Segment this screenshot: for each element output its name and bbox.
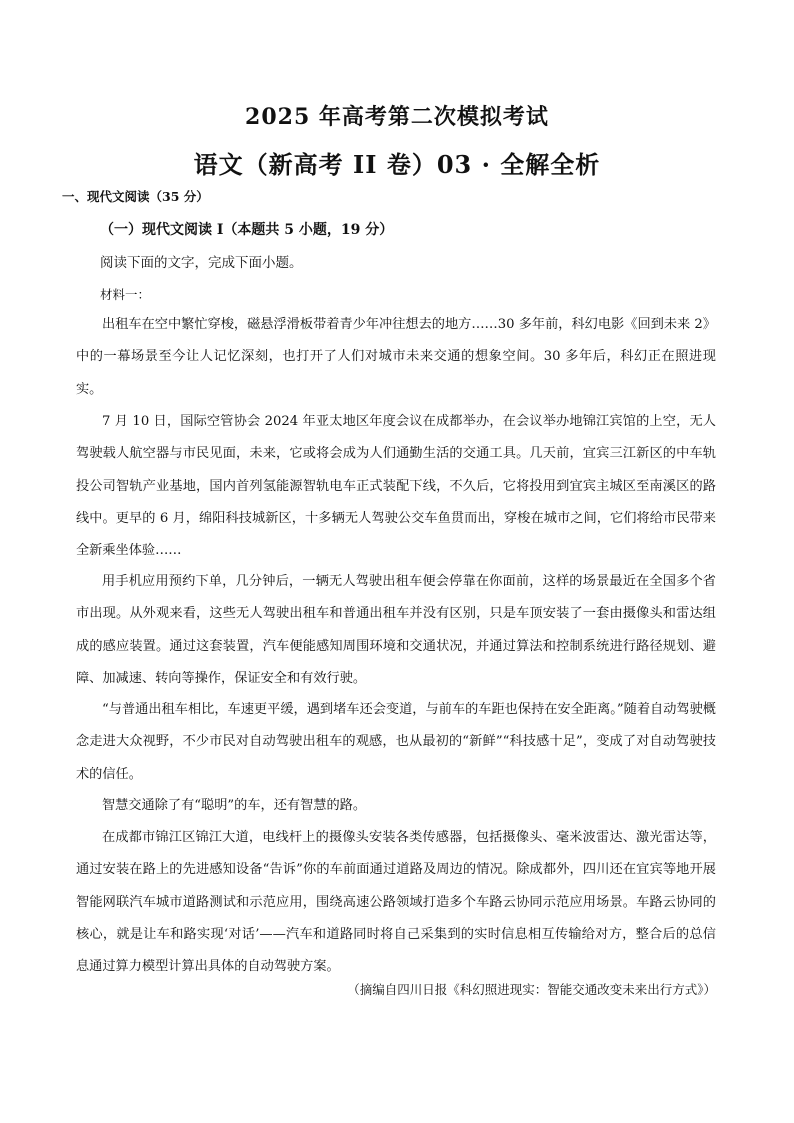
subsection-heading: （一）现代文阅读 I（本题共 5 小题，19 分） [100,222,394,238]
paragraph-1: 出租车在空中繁忙穿梭，磁悬浮滑板带着青少年冲往想去的地方……30 多年前，科幻电影《回到未来 2》中的一幕场景至今让人记忆深刻，也打开了人们对城市未来交通的想象空间。30 多年后，科幻正在照进现实。 [76,317,716,397]
instruction-text: 阅读下面的文字，完成下面小题。 [100,255,303,271]
paragraph-2: 7 月 10 日，国际空管协会 2024 年亚太地区年度会议在成都举办，在会议举办地锦江宾馆的上空，无人驾驶载人航空器与市民见面，未来，它或将会成为人们通勤生活的交通工具。几天前，宜宾三江新区的中车轨投公司智轨产业基地，国内首列氢能源智轨电车正式装配下线，不久后，它将投用到宜宾主城区至南溪区的路线中。更早的 6 月，绵阳科技城新区，十多辆无人驾驶公交车鱼贯而出，穿梭在城市之间，它们将给市民带来全新乘坐体验…… [76,414,716,559]
source-citation: （摘编自四川日报《科幻照进现实：智能交通改变未来出行方式》） [347,982,716,997]
paragraph-3: 用手机应用预约下单，几分钟后，一辆无人驾驶出租车便会停靠在你面前，这样的场景最近在全国多个省市出现。从外观来看，这些无人驾驶出租车和普通出租车并没有区别，只是车顶安装了一套由摄像头和雷达组成的感应装置。通过这套装置，汽车便能感知周围环境和交通状况，并通过算法和控制系统进行路径规划、避障、加减速、转向等操作，保证安全和有效行驶。 [76,574,716,686]
section-heading: 一、现代文阅读（35 分） [62,189,209,204]
paragraph-6: 在成都市锦江区锦江大道，电线杆上的摄像头安装各类传感器，包括摄像头、毫米波雷达、激光雷达等，通过安装在路上的先进感知设备“告诉”你的车前面通过道路及周边的情况。除成都外，四川还在宜宾等地开展智能网联汽车城市道路测试和示范应用，围绕高速公路领域打造多个车路云协同示范应用场景。车路云协同的核心，就是让车和路实现‘对话’——汽车和道路同时将自己采集到的实时信息相互传输给对方，整合后的总信息通过算力模型计算出具体的自动驾驶方案。 [76,830,716,975]
material-label: 材料一： [100,287,151,302]
exam-title: 2025 年高考第二次模拟考试 [245,104,549,130]
paragraph-4: “与普通出租车相比，车速更平缓，遇到堵车还会变道，与前车的车距也保持在安全距离。”随着自动驾驶概念走进大众视野，不少市民对自动驾驶出租车的观感，也从最初的“新鲜”“科技感十足”，变成了对自动驾驶技术的信任。 [76,702,716,782]
exam-subtitle: 语文（新高考 II 卷）03 · 全解全析 [193,150,601,179]
paragraph-5: 智慧交通除了有“聪明”的车，还有智慧的路。 [102,798,367,813]
